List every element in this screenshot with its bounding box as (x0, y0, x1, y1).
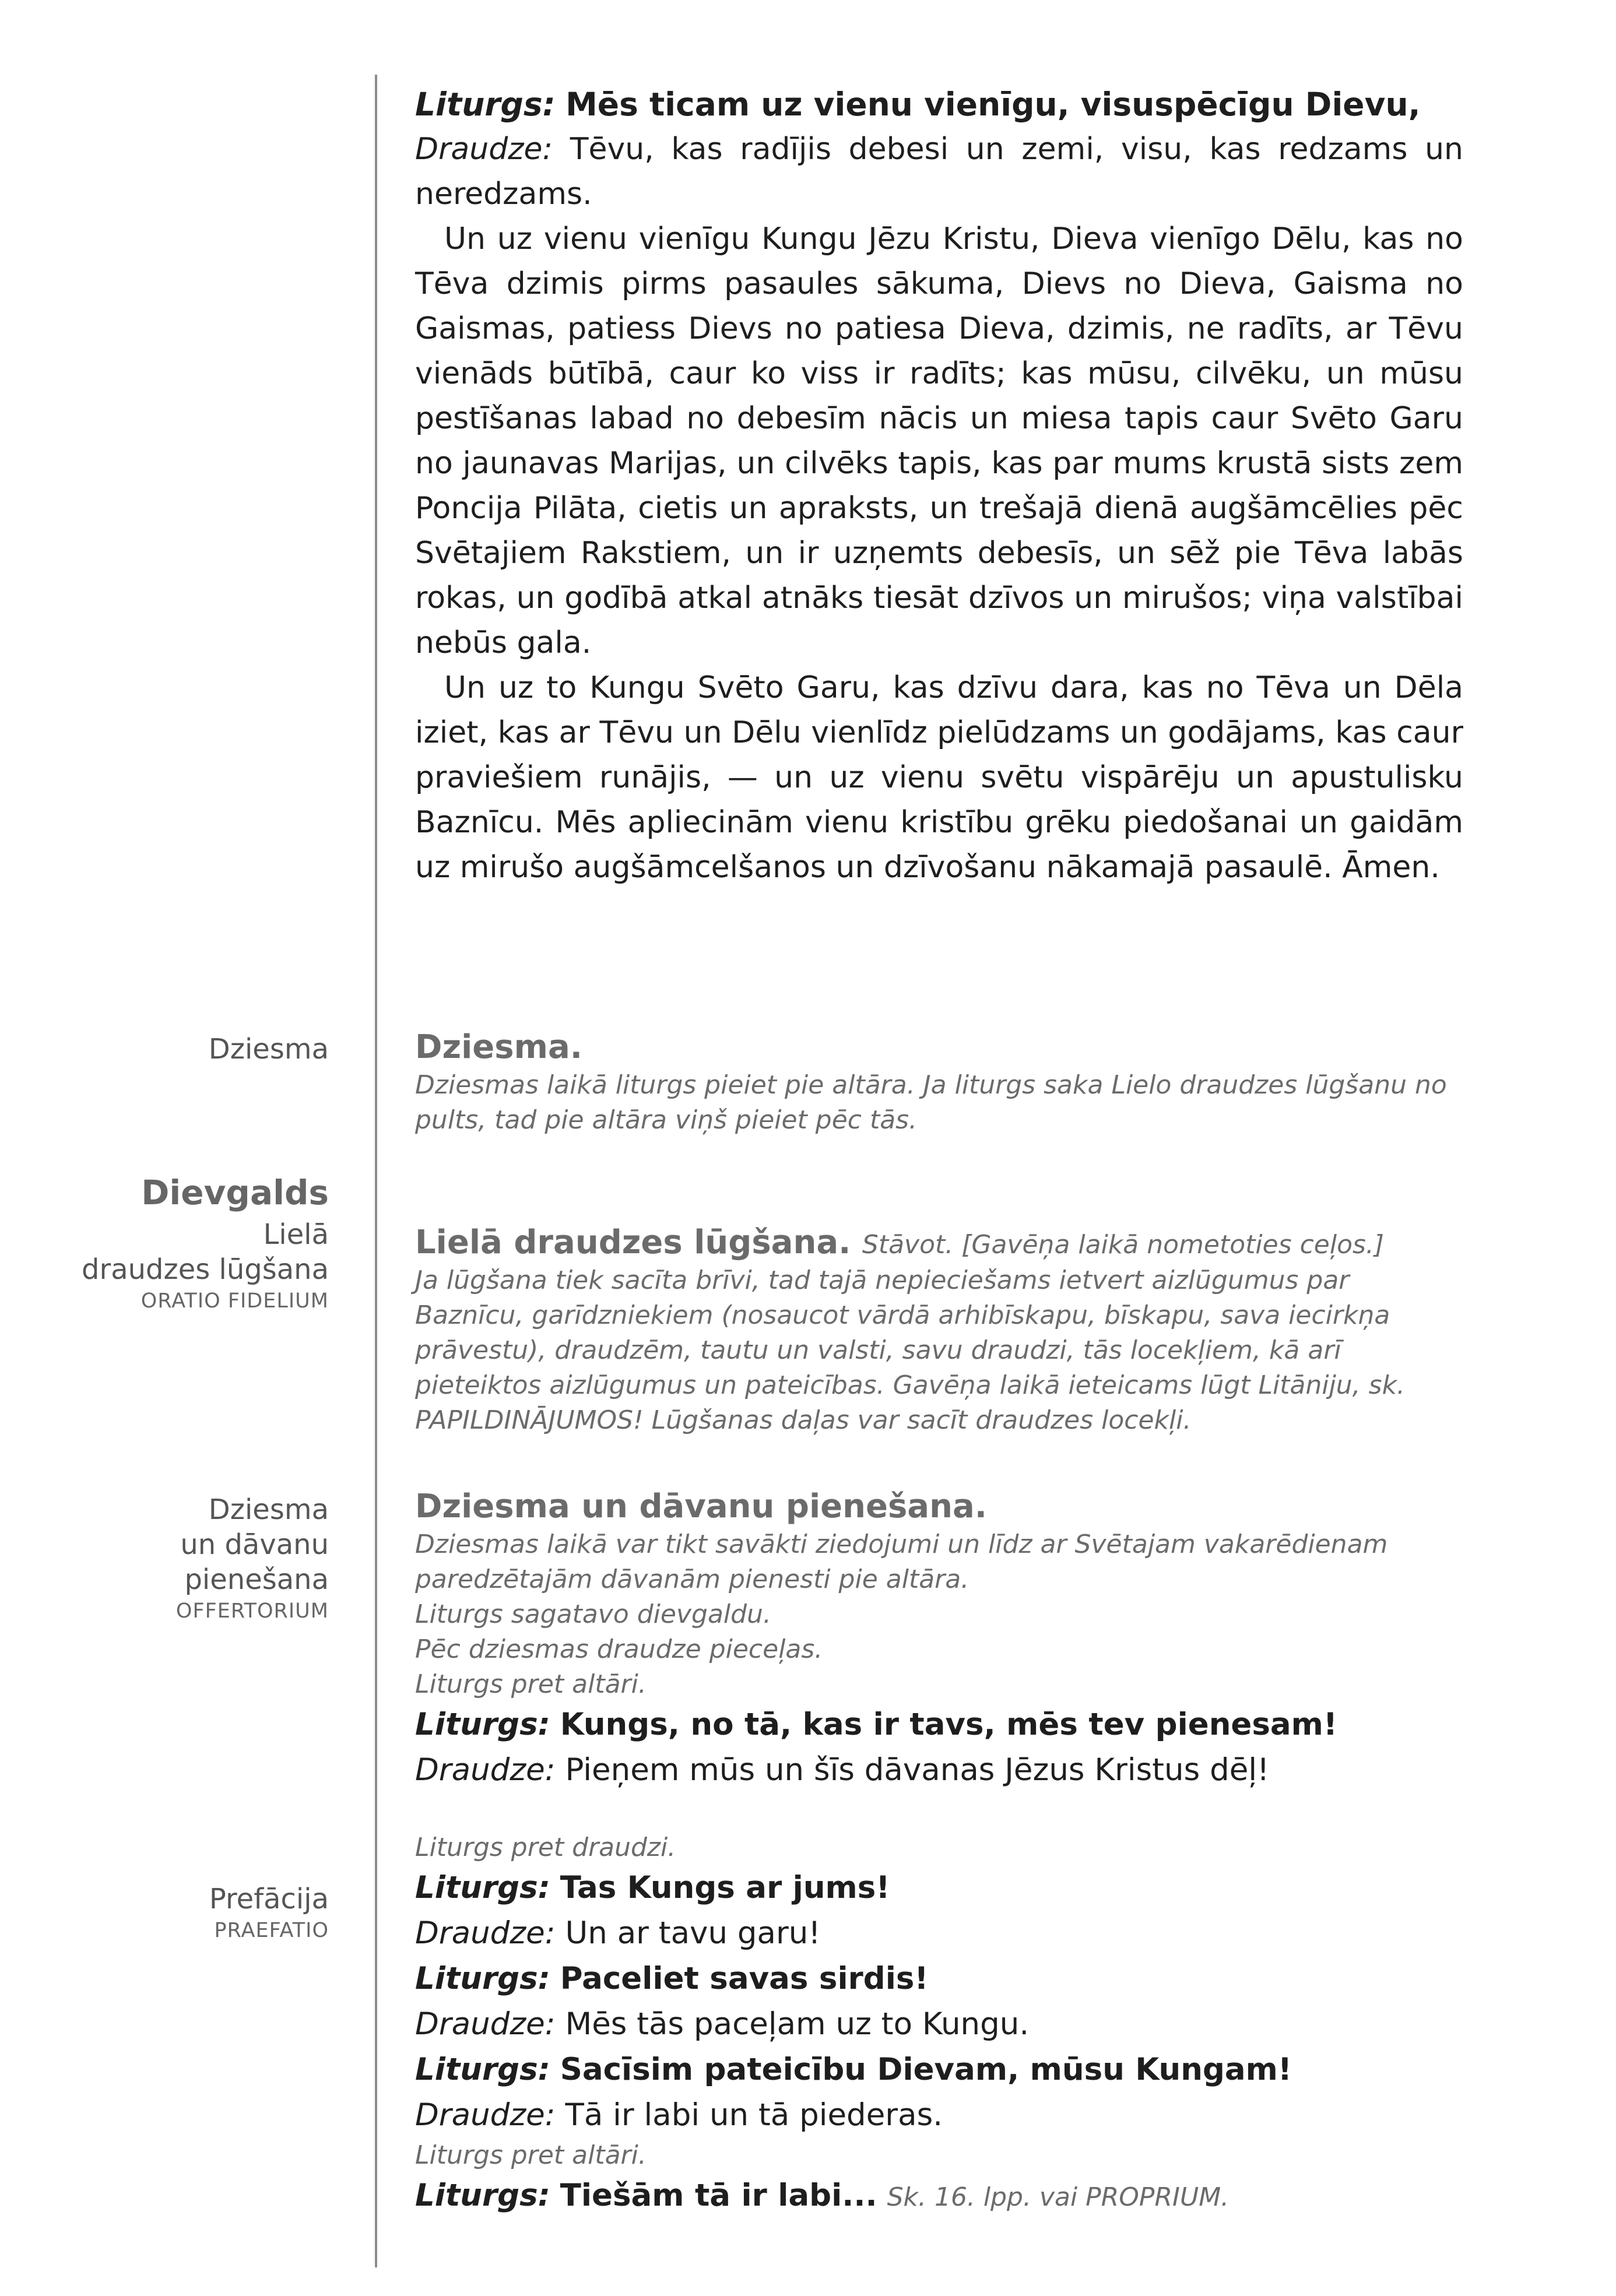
role-draudze: Draudze: (415, 2097, 556, 2133)
liturgs-text: Tas Kungs ar jums! (560, 1870, 890, 1905)
heading-dziesma: Dziesma. (415, 1028, 582, 1066)
heading-davanas: Dziesma un dāvanu pienešana. (415, 1488, 988, 1525)
note-luugsana: Ja lūgšana tiek sacīta brīvi, tad tajā nepieciešams ietvert aizlūgumus par Baznīcu, garīdzniekiem (nosaucot vārdā arhibīskapu, bīskapu, sava iecirkņa prāvestu), draudzēm, tautu un valsti, savu draudzi, tās locekļiem, kā arī pieteiktos aizlūgumus un pateicības. Gavēņa laikā ieteicams lūgt Litāniju, sk. PAPILDINĀJUMOS! Lūgšanas daļas var sacīt draudzes locekļi. (415, 1265, 1406, 1435)
role-liturgs: Liturgs: (415, 2052, 550, 2087)
role-liturgs: Liturgs: (415, 86, 556, 123)
margin-liela-1: Lielā (263, 1218, 329, 1251)
liturgs-text: Paceliet savas sirdis! (560, 1961, 929, 1996)
liturgs-text: Mēs ticam uz vienu vienīgu, visuspēcīgu Dievu, (565, 86, 1421, 123)
margin-praefatio: PRAEFATIO (214, 1919, 329, 1942)
heading-luugsana (415, 1222, 1463, 1263)
creed-p2-text: Un uz vienu vienīgu Kungu Jēzu Kristu, Dieva vienīgo Dēlu, kas no Tēva dzimis pirms pasaules sākuma, Dievs no Dieva, Gaisma no Gaismas, patiess Dievs no patiesa Dieva, dzimis, ne radīts, ar Tēvu vienāds būtībā, caur ko viss ir radīts; kas mūsu, cilvēku, un mūsu pestīšanas labad no debesīm nācis un miesa tapis caur Svēto Garu no jaunavas Marijas, un cilvēks tapis, kas par mums krustā sists zem Poncija Pilāta, cietis un apraksts, un trešajā dienā augšāmcēlies pēc Svētajiem Rakstiem, un ir uzņemts debesīs, un sēž pie Tēva labās rokas, un godībā atkal atnāks tiesāt dzīvos un mirušos; viņa valstībai nebūs gala. (415, 221, 1463, 660)
note-dziesma: Dziesmas laikā liturgs pieiet pie altāra. Ja liturgs saka Lielo draudzes lūgšanu no pults, tad pie altāra viņš pieiet pēc tās. (415, 1070, 1447, 1135)
prefacija-line-2 (415, 1911, 1463, 1956)
note-prefacija-2: Liturgs pret altāri. (415, 2140, 647, 2170)
creed-p3-text: Un uz to Kungu Svēto Garu, kas dzīvu dara, kas no Tēva un Dēla iziet, kas ar Tēvu un Dēlu vienlīdz pielūdzams un godājams, kas caur praviešiem runājis, — un uz vienu svētu vispārēju un apustulisku Baznīcu. Mēs apliecinām vienu kristību grēku piedošanai un gaidām uz mirušo augšāmcelšanos un dzīvošanu nākamajā pasaulē. Āmen. (415, 670, 1463, 885)
draudze-text: Tā ir labi un tā piederas. (565, 2097, 943, 2133)
margin-oratio: ORATIO FIDELIUM (140, 1289, 329, 1313)
heading-luugsana-note: Stāvot. [Gavēņa laikā nometoties ceļos.] (862, 1230, 1385, 1260)
note-davanas-2: Liturgs sagatavo dievgaldu. (415, 1599, 771, 1629)
role-liturgs: Liturgs: (415, 1961, 550, 1996)
prefacija-line-7 (415, 2173, 1463, 2218)
prefacija-line-3 (415, 1956, 1463, 2002)
vertical-rule (375, 75, 377, 2267)
note-davanas-1: Dziesmas laikā var tikt savākti ziedojumi un līdz ar Svētajam vakarēdienam paredzētajām dāvanām pienesti pie altāra. (415, 1530, 1388, 1594)
margin-davanas-block (176, 1492, 329, 1625)
role-draudze: Draudze: (415, 2006, 556, 2042)
margin-prefacija: Prefācija (209, 1883, 329, 1915)
margin-dievgalds-block (82, 1172, 329, 1315)
section-dziesma (415, 1027, 1463, 1138)
role-draudze: Draudze: (415, 132, 553, 167)
margin-prefacija-block (209, 1882, 329, 1945)
role-liturgs: Liturgs: (415, 2178, 550, 2213)
creed-section (415, 82, 1463, 890)
creed-paragraph-2 (415, 217, 1463, 666)
section-luugsana (415, 1222, 1463, 1438)
liturgs-text: Sacīsim pateicību Dievam, mūsu Kungam! (560, 2052, 1292, 2087)
role-draudze: Draudze: (415, 1915, 556, 1951)
role-liturgs: Liturgs: (415, 1707, 550, 1742)
prefacija-line-4 (415, 2002, 1463, 2047)
section-prefacija (415, 1830, 1463, 2218)
prefacija-line-6 (415, 2093, 1463, 2138)
draudze-text: Tēvu, kas radījis debesi un zemi, visu, kas redzams un neredzams. (415, 132, 1463, 212)
margin-dv-2: un dāvanu (180, 1528, 329, 1561)
rubric-reference: Sk. 16. lpp. vai PROPRIUM. (887, 2182, 1229, 2212)
prefacija-line-1 (415, 1865, 1463, 1911)
role-liturgs: Liturgs: (415, 1870, 550, 1905)
note-prefacija-1: Liturgs pret draudzi. (415, 1833, 676, 1862)
note-davanas-4: Liturgs pret altāri. (415, 1669, 647, 1699)
draudze-text: Un ar tavu garu! (565, 1915, 821, 1951)
margin-dv-3: pienešana (184, 1563, 329, 1596)
role-draudze: Draudze: (415, 1752, 556, 1788)
note-davanas-3: Pēc dziesmas draudze pieceļas. (415, 1634, 823, 1664)
creed-draudze-line (415, 127, 1463, 217)
liturgs-text: Kungs, no tā, kas ir tavs, mēs tev pienesam! (560, 1707, 1338, 1742)
creed-liturgs-line (415, 82, 1463, 127)
margin-dv-1: Dziesma (208, 1493, 329, 1526)
draudze-text: Pieņem mūs un šīs dāvanas Jēzus Kristus dēļ! (565, 1752, 1270, 1788)
liturgs-text: Tiešām tā ir labi... (560, 2178, 877, 2213)
davanas-draudze-line (415, 1748, 1463, 1793)
prefacija-line-5 (415, 2047, 1463, 2093)
margin-dievgalds: Dievgalds (141, 1173, 329, 1212)
margin-offertorium: OFFERTORIUM (175, 1599, 329, 1623)
draudze-text: Mēs tās paceļam uz to Kungu. (565, 2006, 1030, 2042)
heading-luugsana-text: Lielā draudzes lūgšana. (415, 1223, 851, 1261)
margin-liela-2: draudzes lūgšana (82, 1253, 329, 1286)
davanas-liturgs-line (415, 1702, 1463, 1748)
margin-dziesma: Dziesma (208, 1033, 329, 1066)
section-davanas (415, 1486, 1463, 1793)
creed-paragraph-3 (415, 666, 1463, 890)
